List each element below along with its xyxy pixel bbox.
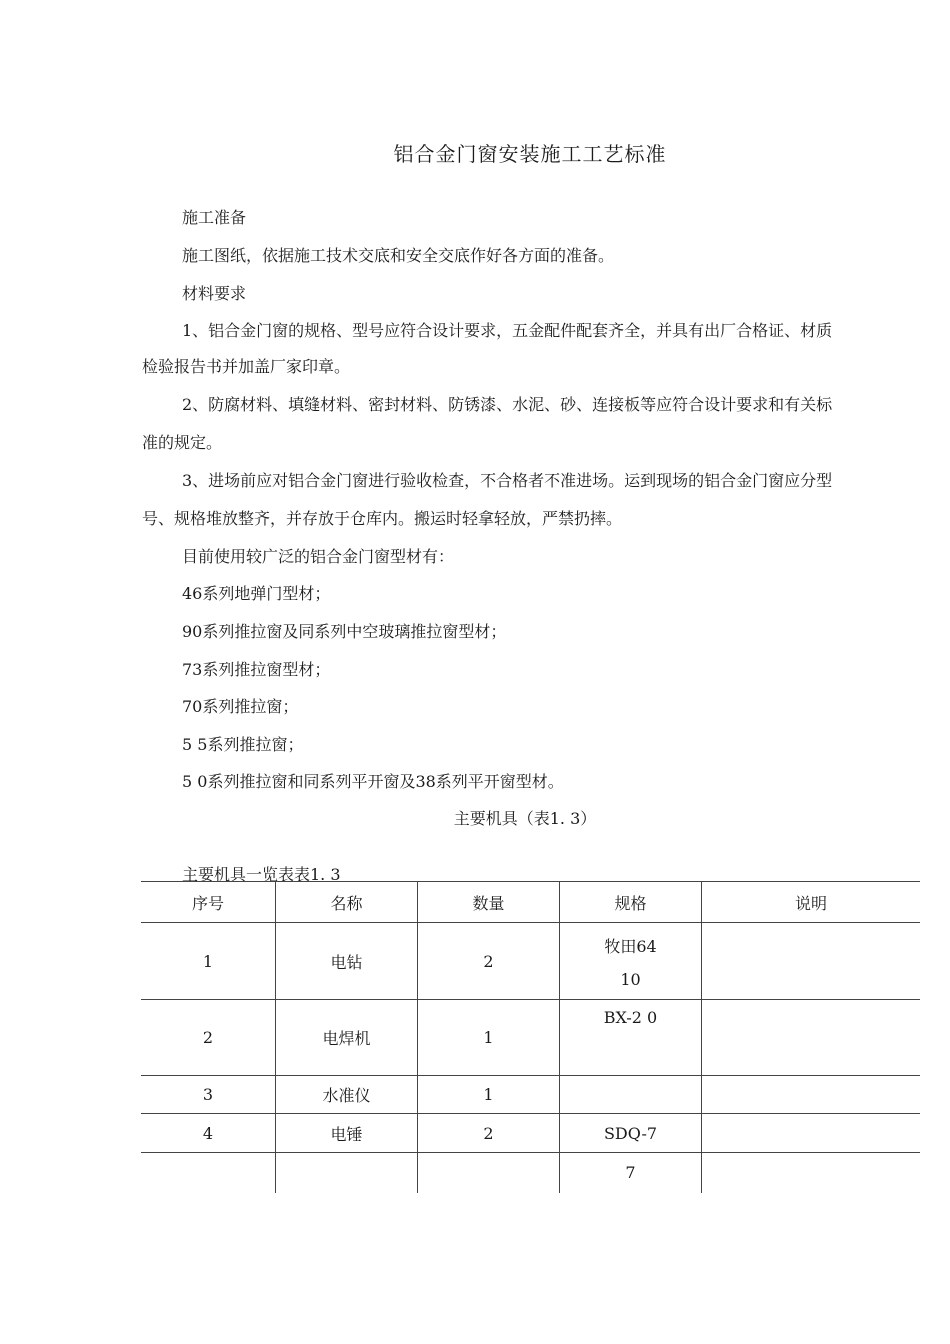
paragraph: 号、规格堆放整齐，并存放于仓库内。搬运时轻拿轻放，严禁扔摔。 <box>142 509 623 528</box>
spec-line: 10 <box>620 970 641 989</box>
document-title: 铝合金门窗安装施工工艺标准 <box>393 142 667 166</box>
cell-qty <box>418 1153 560 1193</box>
list-item: 70系列推拉窗； <box>182 697 299 716</box>
table-row <box>141 1153 920 1193</box>
list-item: 46系列地弹门型材； <box>182 584 331 603</box>
cell-note <box>702 1153 921 1193</box>
paragraph: 施工图纸，依据施工技术交底和安全交底作好各方面的准备。 <box>182 246 615 265</box>
header-spec: 规格 <box>560 882 702 923</box>
cell-qty: 2 <box>418 1114 560 1153</box>
cell-no: 4 <box>141 1114 276 1153</box>
cell-spec: SDQ-7 <box>560 1114 702 1153</box>
table-row <box>141 923 920 1000</box>
cell-name: 水准仪 <box>276 1076 418 1114</box>
cell-qty: 1 <box>418 1076 560 1114</box>
cell-spec <box>560 1076 702 1114</box>
header-qty: 数量 <box>418 882 560 923</box>
header-no: 序号 <box>141 882 276 923</box>
header-note: 说明 <box>702 882 921 923</box>
cell-no: 1 <box>141 923 276 1000</box>
list-item: 90系列推拉窗及同系列中空玻璃推拉窗型材； <box>182 622 507 641</box>
cell-note <box>702 1000 921 1076</box>
paragraph: 检验报告书并加盖厂家印章。 <box>142 357 351 376</box>
table-header-row <box>141 882 920 923</box>
cell-spec <box>560 1000 702 1076</box>
cell-no: 3 <box>141 1076 276 1114</box>
list-item: 5 0系列推拉窗和同系列平开窗及38系列平开窗型材。 <box>182 772 564 791</box>
cell-qty: 2 <box>418 923 560 1000</box>
cell-name: 电锤 <box>276 1114 418 1153</box>
cell-name: 电钻 <box>276 923 418 1000</box>
table-row <box>141 1000 920 1076</box>
paragraph: 材料要求 <box>182 284 247 303</box>
paragraph: 目前使用较广泛的铝合金门窗型材有： <box>182 547 455 566</box>
list-item: 73系列推拉窗型材； <box>182 660 331 679</box>
cell-no: 2 <box>141 1000 276 1076</box>
cell-note <box>702 1114 921 1153</box>
cell-qty: 1 <box>418 1000 560 1076</box>
cell-no <box>141 1153 276 1193</box>
cell-note <box>702 1076 921 1114</box>
cell-spec: 7 <box>560 1153 702 1193</box>
table-row <box>141 1114 920 1153</box>
paragraph: 3、进场前应对铝合金门窗进行验收检查，不合格者不准进场。运到现场的铝合金门窗应分型 <box>182 471 833 490</box>
spec-line: 牧田64 <box>604 937 657 956</box>
paragraph: 2、防腐材料、填缝材料、密封材料、防锈漆、水泥、砂、连接板等应符合设计要求和有关标 <box>182 395 833 414</box>
cell-spec <box>560 923 702 1000</box>
paragraph: 1、铝合金门窗的规格、型号应符合设计要求，五金配件配套齐全，并具有出厂合格证、材质 <box>182 321 833 340</box>
equipment-table <box>141 881 920 1193</box>
cell-name: 电焊机 <box>276 1000 418 1076</box>
cell-name <box>276 1153 418 1193</box>
list-item: 5 5系列推拉窗； <box>182 735 304 754</box>
paragraph: 准的规定。 <box>142 433 223 452</box>
table-row <box>141 1076 920 1114</box>
table-caption: 主要机具一览表表1. 3 <box>182 865 341 884</box>
section-caption: 主要机具（表1. 3） <box>453 809 597 828</box>
paragraph: 施工准备 <box>182 208 247 227</box>
spec-line: BX-2 0 <box>603 1008 658 1027</box>
cell-note <box>702 923 921 1000</box>
header-name: 名称 <box>276 882 418 923</box>
